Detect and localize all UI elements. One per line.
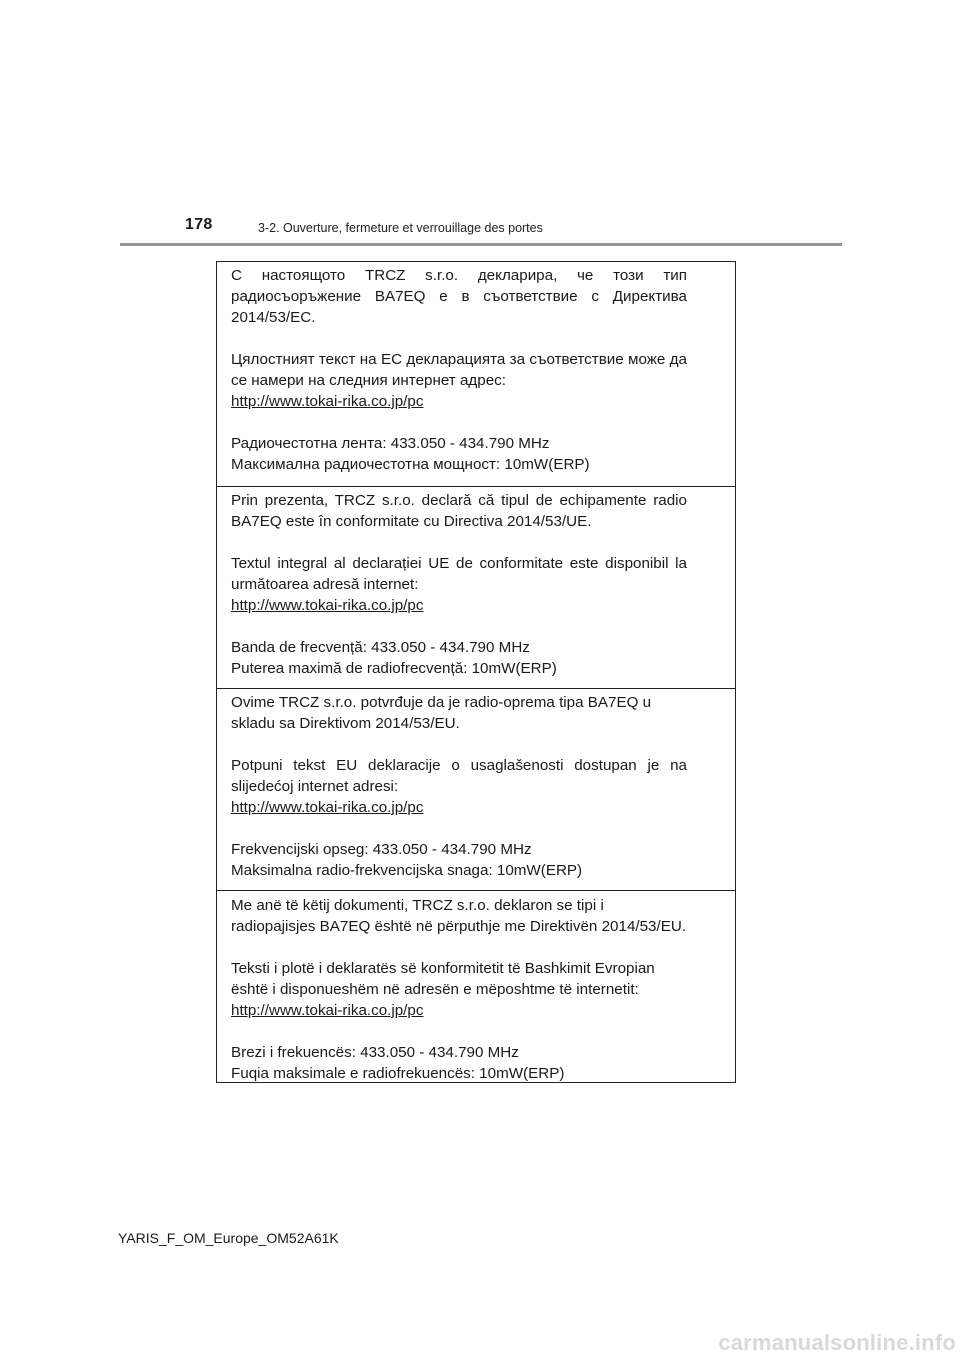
watermark: carmanualsonline.info (718, 1330, 956, 1355)
conformity-statement: Ovime TRCZ s.r.o. potvrđuje da je radio-oprema tipa BA7EQ u skladu sa Direktivom 2014/53/EU. (231, 694, 652, 732)
max-power: Puterea maximă de radiofrecvență: 10mW(ERP) (231, 660, 557, 677)
declaration-section-ro (217, 486, 735, 688)
max-power: Максимална радиочестотна мощност: 10mW(ERP) (231, 456, 590, 473)
header-rule (120, 243, 842, 246)
section-title: 3-2. Ouverture, fermeture et verrouillage des portes (258, 221, 543, 235)
declaration-box (216, 261, 736, 1083)
declaration-section-hr (217, 688, 735, 890)
declaration-section-sq (217, 890, 735, 1084)
max-power: Maksimalna radio-frekvencijska snaga: 10mW(ERP) (231, 862, 583, 879)
max-power: Fuqia maksimale e radiofrekuencës: 10mW(ERP) (231, 1065, 565, 1082)
frequency-band: Frekvencijski opseg: 433.050 - 434.790 MHz (231, 841, 532, 858)
footer-doc-code: YARIS_F_OM_Europe_OM52A61K (118, 1230, 339, 1246)
frequency-band: Brezi i frekuencës: 433.050 - 434.790 MHz (231, 1044, 519, 1061)
conformity-statement: Prin prezenta, TRCZ s.r.o. declară că tipul de echipamente radio BA7EQ este în conformitate cu Directiva 2014/53/UE. (231, 492, 687, 530)
declaration-link[interactable]: http://www.tokai-rika.co.jp/pc (231, 393, 424, 410)
frequency-band: Banda de frecvență: 433.050 - 434.790 MHz (231, 639, 530, 656)
full-text-notice: Textul integral al declarației UE de conformitate este disponibil la următoarea adresă internet: (231, 555, 687, 593)
full-text-notice: Teksti i plotë i deklaratës së konformitetit të Bashkimit Evropian është i disponueshëm në adresën e mëposhtme të internetit: (231, 960, 655, 998)
frequency-band: Радиочестотна лента: 433.050 - 434.790 MHz (231, 435, 550, 452)
declaration-section-bg (217, 262, 735, 486)
page-number: 178 (185, 216, 213, 233)
declaration-link[interactable]: http://www.tokai-rika.co.jp/pc (231, 597, 424, 614)
conformity-statement: С настоящото TRCZ s.r.o. декларира, че този тип радиосъоръжение BA7EQ е в съответствие с Директива 2014/53/ЕС. (231, 267, 687, 326)
full-text-notice: Цялостният текст на ЕС декларацията за съответствие може да се намери на следния интернет адрес: (231, 351, 687, 389)
declaration-link[interactable]: http://www.tokai-rika.co.jp/pc (231, 1002, 424, 1019)
full-text-notice: Potpuni tekst EU deklaracije o usaglašenosti dostupan je na slijedećoj internet adresi: (231, 757, 687, 795)
conformity-statement: Me anë të këtij dokumenti, TRCZ s.r.o. deklaron se tipi i radiopajisjes BA7EQ është në përputhje me Direktivën 2014/53/EU. (231, 897, 687, 935)
declaration-link[interactable]: http://www.tokai-rika.co.jp/pc (231, 799, 424, 816)
